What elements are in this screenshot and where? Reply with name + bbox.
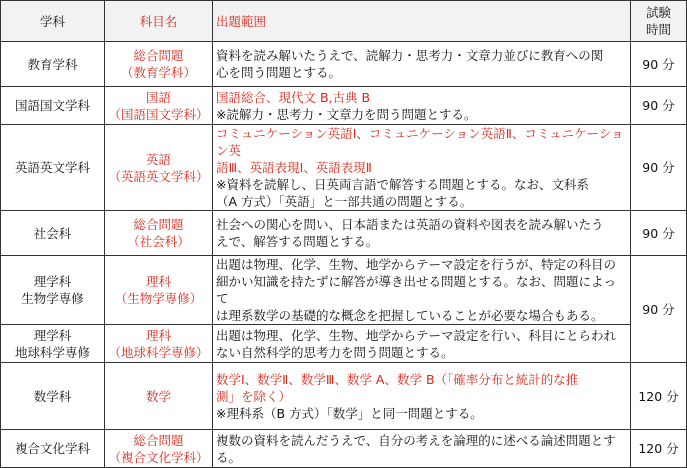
text-line: ※理科系（B 方式）「数学」と同一問題とする。 xyxy=(216,405,483,421)
text-line: （社会科） xyxy=(127,234,190,249)
table-row xyxy=(1,256,687,325)
text-line: 理科 xyxy=(145,327,171,343)
text-line: 資料を読み解いたうえで、読解力・思考力・文章力並びに教育への関 xyxy=(216,48,604,63)
dept-cell xyxy=(1,325,105,363)
text-line: 細かい知識を持たずに解答が導き出せる問題とする。なお、問題によって xyxy=(216,274,617,306)
dept-cell xyxy=(1,42,105,87)
text-line: 英語英文学科 xyxy=(14,160,90,175)
range-cell xyxy=(213,430,631,468)
text-line: （国語国文学科） xyxy=(108,106,209,122)
text-line: 地球科学専修 xyxy=(14,344,90,360)
text-line: 英語 xyxy=(145,151,171,167)
header-row xyxy=(1,1,687,42)
text-line: 理学科 xyxy=(33,274,72,289)
subject-cell xyxy=(105,87,213,125)
dept-cell xyxy=(1,256,105,325)
table-row xyxy=(1,125,687,211)
time-cell: 120 分 xyxy=(631,430,687,468)
text-line: 社会科 xyxy=(33,225,72,241)
text-line: 数学 xyxy=(145,388,171,404)
text-line: ※資料を読解し、日英両言語で解答する問題とする。なお、文科系 xyxy=(216,177,589,192)
subject-cell xyxy=(105,363,213,430)
text-line: 数学科 xyxy=(33,388,72,404)
text-line: （教育学科） xyxy=(120,65,196,80)
text-line: 社会への関心を問い、日本語または英語の資料や図表を読み解いたう xyxy=(216,217,604,232)
range-cell xyxy=(213,256,631,325)
text-line: る。 xyxy=(216,449,242,465)
text-line: （地球科学専修） xyxy=(108,344,209,360)
text-line: コミュニケーション英語Ⅰ、コミュニケーション英語Ⅱ、コミュニケーション英 xyxy=(216,126,624,158)
dept-cell xyxy=(1,87,105,125)
table-row xyxy=(1,363,687,430)
subject-cell xyxy=(105,211,213,256)
dept-cell xyxy=(1,363,105,430)
header-time: 試験 時間 xyxy=(631,1,687,42)
text-line: （生物学専修） xyxy=(114,291,203,306)
text-line: ない自然科学的思考力を問う問題とする。 xyxy=(216,344,454,360)
subject-cell xyxy=(105,42,213,87)
text-line: 国語 xyxy=(145,89,171,105)
table-row xyxy=(1,430,687,468)
subject-cell xyxy=(105,256,213,325)
range-cell xyxy=(213,325,631,363)
dept-cell xyxy=(1,211,105,256)
header-dept: 学科 xyxy=(1,1,105,42)
text-line: 複数の資料を読んだうえで、自分の考えを論理的に述べる論述問題とす xyxy=(216,432,616,448)
text-line: 数学Ⅰ、数学Ⅱ、数学Ⅲ、数学 A、数学 B（「確率分布と統計的な推 xyxy=(216,371,579,387)
subject-cell xyxy=(105,325,213,363)
text-line: 複合文化学科 xyxy=(14,441,90,456)
time-cell: 90 分 xyxy=(631,256,687,363)
time-cell: 90 分 xyxy=(631,211,687,256)
text-line: 国語国文学科 xyxy=(14,98,90,113)
time-cell: 90 分 xyxy=(631,87,687,125)
text-line: 総合問題 xyxy=(133,217,184,232)
time-cell: 90 分 xyxy=(631,42,687,87)
dept-cell xyxy=(1,125,105,211)
table-row xyxy=(1,87,687,125)
header-subject: 科目名 xyxy=(105,1,213,42)
text-line: 測」を除く） xyxy=(216,388,292,404)
text-line: 理科 xyxy=(145,274,171,289)
text-line: ※読解力・思考力・文章力を問う問題とする。 xyxy=(216,106,477,122)
range-cell xyxy=(213,87,631,125)
subject-cell xyxy=(105,430,213,468)
table-row xyxy=(1,211,687,256)
text-line: 国語総合、現代文 B,古典 B xyxy=(216,89,371,105)
text-line: （英語英文学科） xyxy=(108,168,209,184)
text-line: は理系数学の基礎的な概念を把握していることが必要な場合もある。 xyxy=(216,308,604,323)
table-row xyxy=(1,42,687,87)
text-line: （A 方式）「英語」と一部共通の問題とする。 xyxy=(216,194,473,209)
text-line: 総合問題 xyxy=(133,432,184,448)
text-line: 出題は物理、化学、生物、地学からテーマ設定を行うが、特定の科目の xyxy=(216,257,617,272)
text-line: 総合問題 xyxy=(133,48,184,63)
range-cell xyxy=(213,363,631,430)
text-line: 教育学科 xyxy=(27,56,78,72)
range-cell xyxy=(213,42,631,87)
header-range: 出題範囲 xyxy=(213,1,631,42)
text-line: 語Ⅲ、英語表現Ⅰ、英語表現Ⅱ xyxy=(216,160,372,175)
dept-cell xyxy=(1,430,105,468)
range-cell xyxy=(213,211,631,256)
time-cell: 90 分 xyxy=(631,125,687,211)
text-line: 出題は物理、化学、生物、地学からテーマ設定を行い、科目にとらわれ xyxy=(216,327,617,343)
text-line: 心を問う問題とする。 xyxy=(216,65,342,80)
text-line: えで、解答する問題とする。 xyxy=(216,234,379,249)
table-row xyxy=(1,325,687,363)
text-line: 生物学専修 xyxy=(21,291,84,306)
range-cell xyxy=(213,125,631,211)
text-line: （複合文化学科） xyxy=(108,449,209,465)
time-cell: 120 分 xyxy=(631,363,687,430)
subject-cell xyxy=(105,125,213,211)
text-line: 理学科 xyxy=(33,327,72,343)
